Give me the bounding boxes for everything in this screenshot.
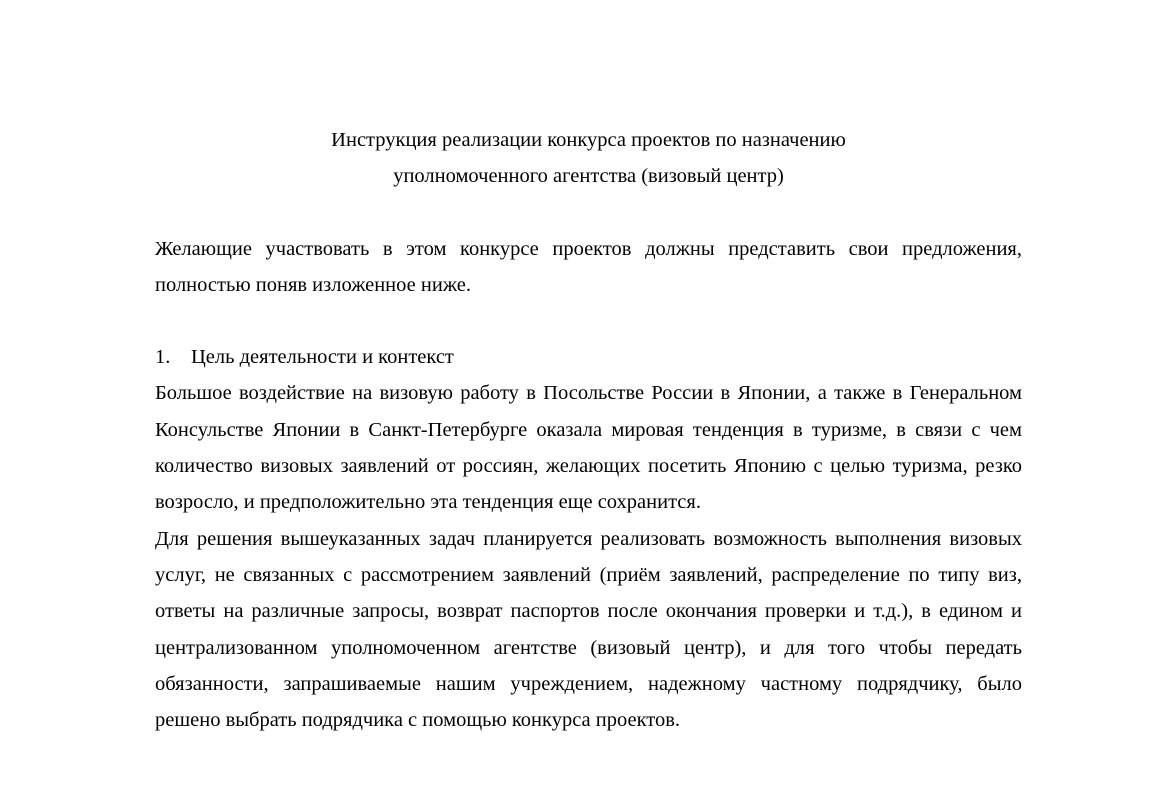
section-1-heading (155, 339, 1022, 375)
title-line-1: Инструкция реализации конкурса проектов по назначению (331, 129, 846, 151)
section-1-paragraph-1: Большое воздействие на визовую работу в Посольстве России в Японии, а также в Генеральном Консульстве Японии в Санкт-Петербурге оказала мировая тенденция в туризме, в связи с чем количество визовых заявлений от россиян, желающих посетить Японию с целью туризма, резко возросло, и предположительно эта тенденция еще сохранится. (155, 382, 1022, 514)
section-1-paragraph-2: Для решения вышеуказанных задач планируется реализовать возможность выполнения визовых услуг, не связанных с рассмотрением заявлений (приём заявлений, распределение по типу виз, ответы на различные запросы, возврат паспортов после окончания проверки и т.д.), в едином и централизованном уполномоченном агентстве (визовый центр), и для того чтобы передать обязанности, запрашиваемые нашим учреждением, надежному частному подрядчику, было решено выбрать подрядчика с помощью конкурса проектов. (155, 527, 1022, 732)
document-page (155, 122, 1022, 738)
section-1-number: 1. (155, 346, 171, 369)
intro-paragraph: Желающие участвовать в этом конкурсе проектов должны представить свои предложения, полностью поняв изложенное ниже. (155, 237, 1022, 296)
title-line-2: уполномоченного агентства (визовый центр) (393, 165, 784, 188)
section-1-title: Цель деятельности и контекст (191, 346, 454, 369)
document-title (155, 122, 1022, 195)
